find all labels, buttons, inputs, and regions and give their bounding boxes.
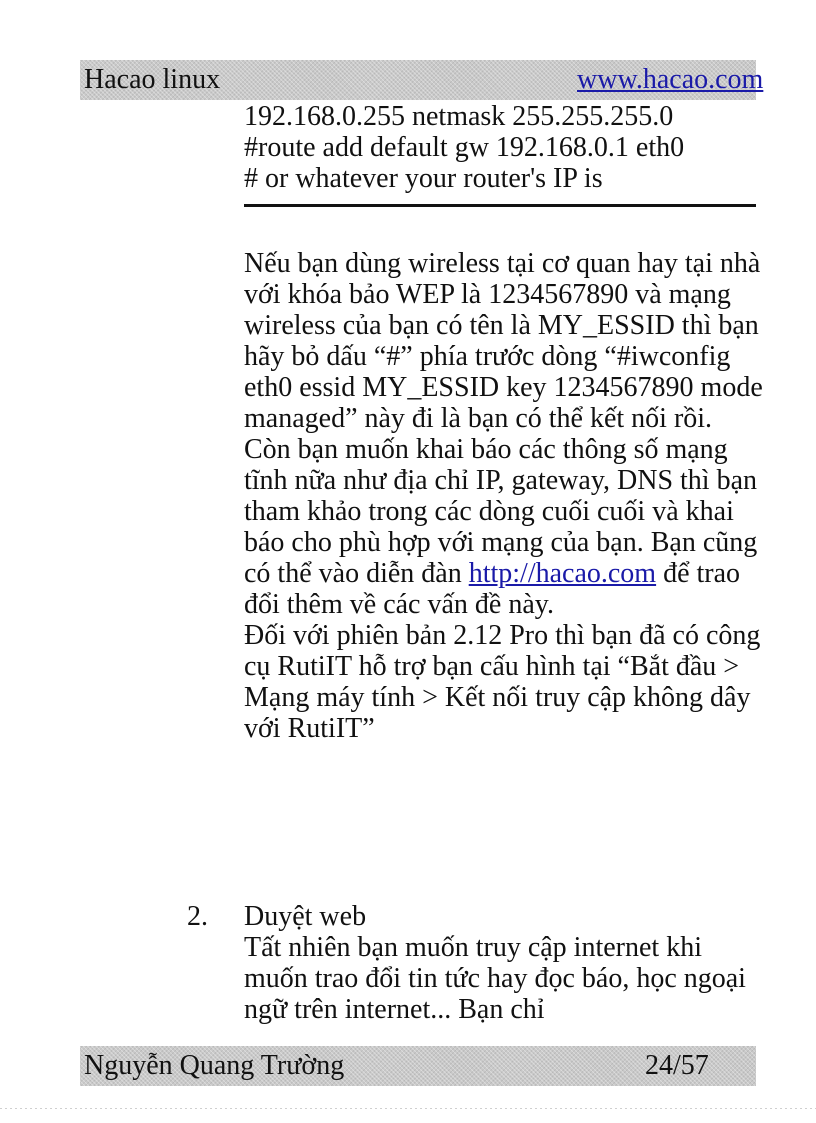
list-body: [244, 901, 764, 1025]
paragraph-text: Nếu bạn dùng wireless tại cơ quan hay tại nhà với khóa bảo WEP là 1234567890 và mạng wireless của bạn có tên là MY_ESSID thì bạn hãy bỏ dấu “#” phía trước dòng “#iwconfig eth0 essid MY_ESSID key 1234567890 mode managed” này đi là bạn có thể kết nối rồi. Còn bạn muốn khai báo các thông số mạng tĩnh nữa như địa chỉ IP, gateway, DNS thì bạn tham khảo trong các dòng cuối cuối và khai báo cho phù hợp với mạng của bạn. Bạn cũng có thể vào diễn đàn: [244, 248, 763, 589]
page-header: [80, 60, 764, 100]
page-number: 24/57: [645, 1050, 709, 1081]
header-title: Hacao linux: [84, 64, 221, 95]
paragraph-rutiit: Đối với phiên bản 2.12 Pro thì bạn đã có công cụ RutiIT hỗ trợ bạn cấu hình tại “Bắt đầu > Mạng máy tính > Kết nối truy cập không dây với RutiIT”: [244, 620, 761, 744]
page-edge-dots: [0, 1108, 816, 1109]
forum-link[interactable]: http://hacao.com: [468, 558, 657, 589]
paragraph-wireless: [244, 248, 764, 620]
code-block: [244, 101, 764, 194]
header-website-link[interactable]: www.hacao.com: [577, 64, 764, 95]
footer-author: Nguyễn Quang Trường: [84, 1050, 345, 1081]
list-number: 2.: [187, 901, 208, 932]
code-line: # or whatever your router's IP is: [244, 163, 603, 194]
list-text: Tất nhiên bạn muốn truy cập internet khi muốn trao đổi tin tức hay đọc báo, học ngoại ngữ trên internet... Bạn chỉ: [244, 932, 746, 1025]
body-text: [244, 248, 764, 744]
page-footer: [80, 1046, 756, 1086]
code-line: #route add default gw 192.168.0.1 eth0: [244, 132, 685, 163]
paragraph-text: để trao đổi thêm về các vấn đề này.: [244, 558, 741, 620]
divider-rule: [244, 204, 756, 207]
code-line: 192.168.0.255 netmask 255.255.255.0: [244, 101, 674, 132]
list-title: Duyệt web: [244, 901, 367, 932]
